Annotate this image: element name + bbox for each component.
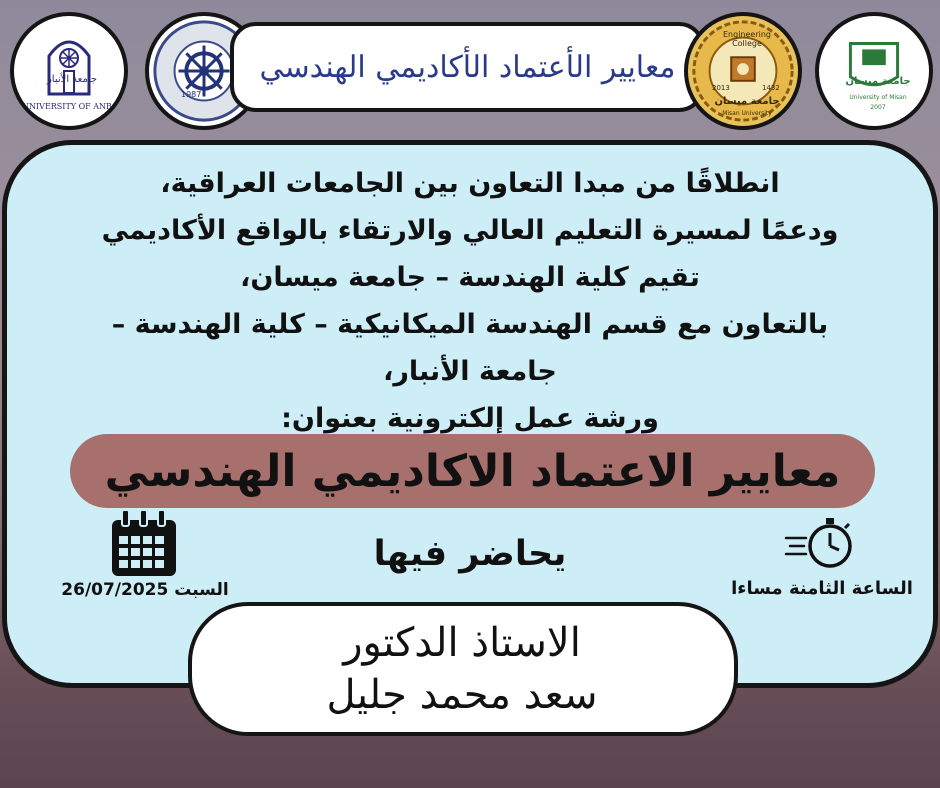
event-time: الساعة الثامنة مساءا — [731, 578, 913, 599]
banner-title: معايير الأعتماد الأكاديمي الهندسي — [259, 49, 676, 85]
lecturer-name: سعد محمد جليل — [326, 672, 598, 718]
anbar-logo-arabic: جامعة الأنبار — [46, 74, 98, 85]
stopwatch-icon — [782, 514, 858, 574]
misan-engineering-logo — [684, 12, 802, 130]
misan-engineering-year-left: 2013 — [712, 84, 730, 92]
anbar-logo-english: UNIVERSITY OF ANBAR — [22, 102, 124, 111]
misan-engineering-sub: Misan University — [722, 110, 772, 117]
title-banner — [230, 22, 705, 112]
anbar-engineering-year: 1987 — [181, 90, 202, 99]
intro-line: بالتعاون مع قسم الهندسة الميكانيكية – كلية الهندسة – — [111, 309, 829, 340]
intro-line: ودعمًا لمسيرة التعليم العالي والارتقاء بالواقع الأكاديمي — [101, 215, 839, 246]
misan-engineering-bottom: جامعة ميسان — [714, 96, 780, 107]
misan-logo-english: University of Misan — [849, 94, 907, 101]
intro-line: جامعة الأنبار، — [383, 356, 557, 387]
intro-paragraph — [10, 160, 930, 442]
intro-line: تقيم كلية الهندسة – جامعة ميسان، — [240, 262, 700, 293]
university-of-misan-logo — [815, 12, 933, 130]
university-of-anbar-logo — [10, 12, 128, 130]
misan-engineering-year-right: 1432 — [762, 84, 780, 92]
workshop-title-band — [70, 434, 875, 508]
lecturer-title: الاستاذ الدكتور — [343, 620, 581, 666]
misan-engineering-top: Engineering College — [723, 30, 771, 48]
workshop-title: معايير الاعتماد الاكاديمي الهندسي — [104, 445, 841, 497]
misan-logo-year: 2007 — [870, 104, 886, 111]
event-date: السبت 26/07/2025 — [61, 580, 229, 600]
intro-line: ورشة عمل إلكترونية بعنوان: — [281, 403, 659, 434]
misan-logo-arabic: جامعة ميسان — [845, 76, 911, 87]
lecturer-label: يحاضر فيها — [373, 534, 567, 574]
intro-line: انطلاقًا من مبدا التعاون بين الجامعات العراقية، — [160, 168, 780, 199]
calendar-icon — [108, 508, 180, 580]
